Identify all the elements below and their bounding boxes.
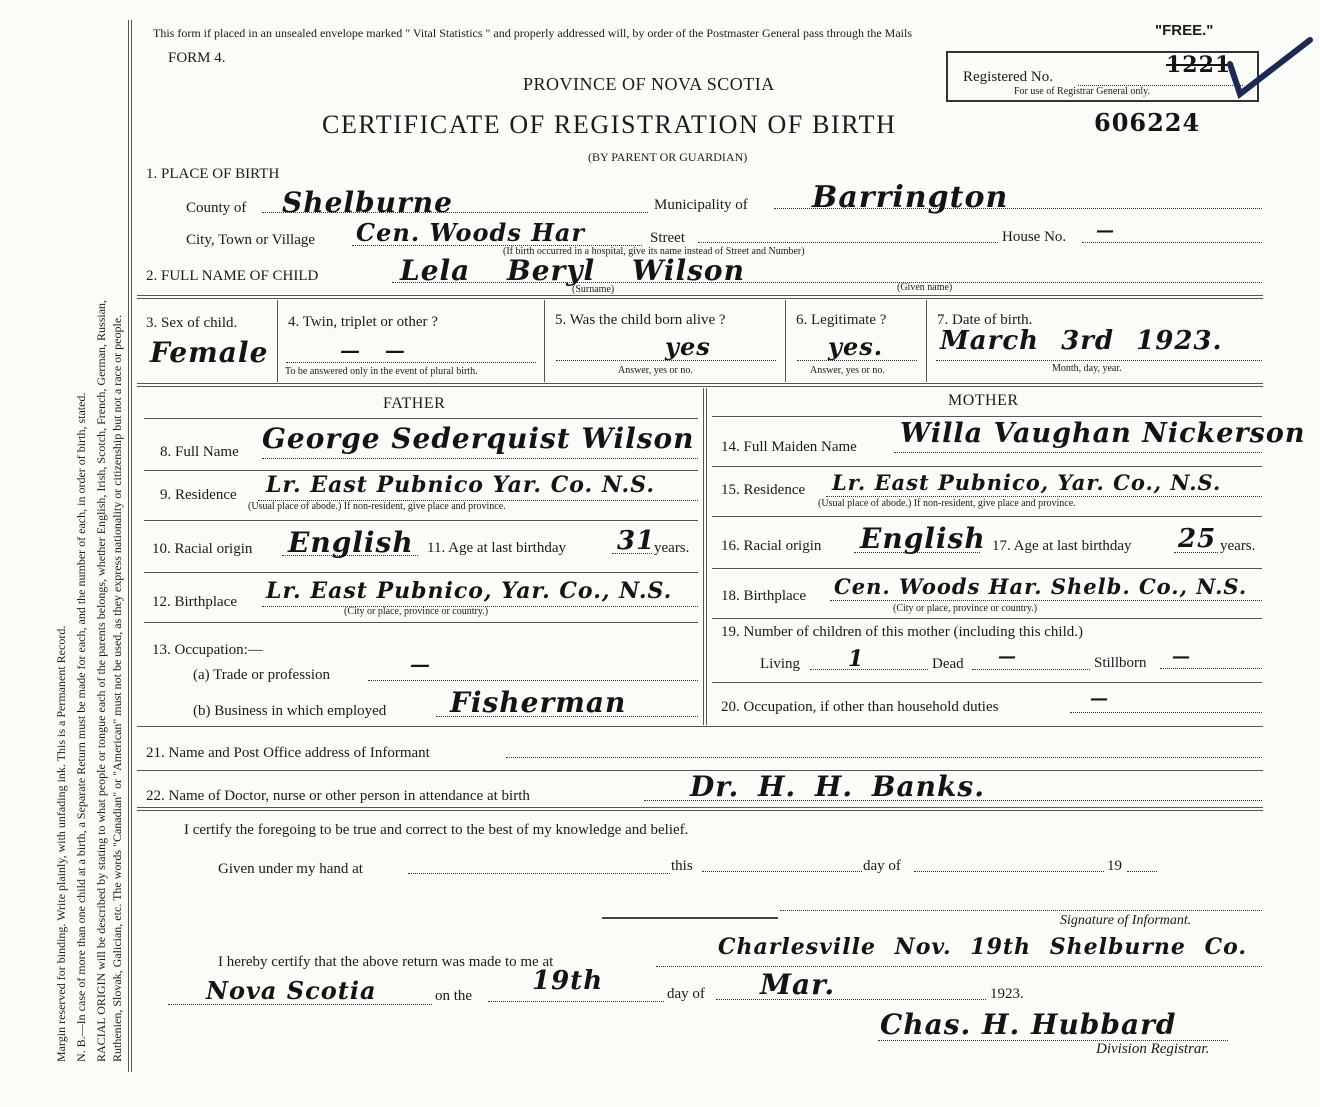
division-registrar-label: Division Registrar. bbox=[1096, 1041, 1210, 1057]
section-rule bbox=[137, 295, 1263, 299]
this-label: this bbox=[671, 858, 693, 874]
living-value: 1 bbox=[848, 646, 865, 672]
province-heading: PROVINCE OF NOVA SCOTIA bbox=[523, 74, 775, 94]
father-age-value: 31 bbox=[617, 526, 656, 556]
father-residence-value: Lr. East Pubnico Yar. Co. N.S. bbox=[266, 472, 655, 498]
mother-racial-label: 16. Racial origin bbox=[721, 538, 822, 554]
father-racial-value: English bbox=[288, 526, 414, 559]
house-value: — bbox=[1096, 220, 1115, 241]
father-heading: FATHER bbox=[383, 395, 446, 412]
given-name-note: (Given name) bbox=[897, 282, 953, 293]
section-rule bbox=[137, 383, 1263, 387]
certificate-subtitle: (BY PARENT OR GUARDIAN) bbox=[588, 150, 748, 164]
mother-birthplace-value: Cen. Woods Har. Shelb. Co., N.S. bbox=[834, 574, 1248, 599]
dob-note: Month, day, year. bbox=[1052, 363, 1122, 374]
margin-note-racial-origin: RACIAL ORIGIN will be described by stating to what people or tongue each of the parents belongs, whether English, Irish, Scotch, French, German, Russian, bbox=[94, 299, 108, 1062]
registered-label: Registered No. bbox=[963, 69, 1053, 85]
registrar-day-of-label: day of bbox=[667, 986, 705, 1002]
county-label: County of bbox=[186, 200, 247, 216]
section-rule bbox=[137, 807, 1263, 811]
year-prefix: 19 bbox=[1107, 858, 1122, 874]
dead-label: Dead bbox=[932, 656, 964, 672]
on-the-label: on the bbox=[435, 988, 473, 1004]
given-label: Given under my hand at bbox=[218, 861, 363, 877]
registrar-day: 19th bbox=[532, 966, 604, 996]
registrar-month: Mar. bbox=[760, 968, 836, 1001]
mother-years: years. bbox=[1220, 538, 1256, 554]
alive-value: yes bbox=[665, 332, 711, 361]
city-value: Cen. Woods Har bbox=[356, 218, 586, 247]
mother-racial-value: English bbox=[860, 522, 986, 555]
county-value: Shelburne bbox=[282, 186, 453, 219]
registered-number: 1221 bbox=[1166, 52, 1232, 78]
street-label: Street bbox=[650, 230, 685, 246]
twin-value: — — bbox=[340, 338, 406, 362]
postal-notice: This form if placed in an unsealed envelope marked " Vital Statistics " and properly addressed will, by order of the Postmaster General pass through the Mails bbox=[153, 26, 912, 40]
margin-rule bbox=[128, 20, 132, 1072]
surname-note: (Surname) bbox=[572, 284, 615, 295]
mother-city-note: (City or place, province or country.) bbox=[893, 603, 1038, 614]
dob-value: March 3rd 1923. bbox=[940, 326, 1223, 356]
mother-age-label: 17. Age at last birthday bbox=[992, 538, 1132, 554]
hospital-note: (If birth occurred in a hospital, give its name instead of Street and Number) bbox=[503, 246, 805, 257]
margin-note-plural-birth: N. B.—In case of more than one child at a birth, a Separate Return must be made for each, and the number of each, in order of birth, stated. bbox=[74, 392, 88, 1062]
stillborn-label: Stillborn bbox=[1094, 655, 1147, 671]
informant-label: 21. Name and Post Office address of Informant bbox=[146, 745, 430, 761]
dob-label: 7. Date of birth. bbox=[937, 312, 1033, 328]
father-age-label: 11. Age at last birthday bbox=[427, 540, 566, 556]
mother-occupation-value: — bbox=[1090, 688, 1109, 709]
child-name-label: 2. FULL NAME OF CHILD bbox=[146, 268, 319, 284]
margin-note-nationality: Ruthenien, Slovak, Galician, etc. The words "Canadian" or "American" must not be used, as they express nationality or citizenship but not a race or people. bbox=[110, 314, 124, 1062]
legitimate-note: Answer, yes or no. bbox=[810, 365, 885, 376]
business-value: Fisherman bbox=[450, 686, 627, 719]
mother-residence-label: 15. Residence bbox=[721, 482, 806, 498]
registrar-province: Nova Scotia bbox=[206, 976, 377, 1005]
informant-signature-label: Signature of Informant. bbox=[1060, 913, 1192, 928]
child-name-value: Lela Beryl Wilson bbox=[400, 254, 745, 287]
father-birthplace-label: 12. Birthplace bbox=[152, 594, 237, 610]
father-racial-label: 10. Racial origin bbox=[152, 541, 253, 557]
form-number: FORM 4. bbox=[168, 50, 226, 66]
municipality-value: Barrington bbox=[812, 180, 1009, 215]
occupation-label: 13. Occupation:— bbox=[152, 642, 263, 658]
father-years: years. bbox=[654, 540, 690, 556]
certificate-title: CERTIFICATE OF REGISTRATION OF BIRTH bbox=[322, 110, 897, 139]
registrar-note: For use of Registrar General only. bbox=[1014, 86, 1150, 97]
alive-note: Answer, yes or no. bbox=[618, 365, 693, 376]
place-of-birth-label: 1. PLACE OF BIRTH bbox=[146, 166, 280, 182]
father-residence-label: 9. Residence bbox=[160, 487, 237, 503]
mother-residence-value: Lr. East Pubnico, Yar. Co., N.S. bbox=[832, 470, 1222, 495]
father-name-value: George Sederquist Wilson bbox=[262, 422, 695, 455]
sex-value: Female bbox=[150, 336, 269, 369]
doctor-value: Dr. H. H. Banks. bbox=[690, 770, 985, 803]
sex-label: 3. Sex of child. bbox=[146, 315, 238, 331]
mother-heading: MOTHER bbox=[948, 392, 1019, 409]
legitimate-value: yes. bbox=[828, 332, 884, 361]
father-birthplace-value: Lr. East Pubnico, Yar. Co., N.S. bbox=[266, 578, 673, 604]
day-of-label: day of bbox=[863, 858, 901, 874]
mother-occupation-label: 20. Occupation, if other than household duties bbox=[721, 699, 999, 715]
father-city-note: (City or place, province or country.) bbox=[344, 606, 489, 617]
city-label: City, Town or Village bbox=[186, 232, 316, 248]
registrar-year: 1923. bbox=[990, 986, 1024, 1002]
certify-statement: I certify the foregoing to be true and correct to the best of my knowledge and belief. bbox=[184, 822, 689, 838]
check-mark-icon bbox=[1226, 36, 1316, 100]
dead-value: — bbox=[998, 646, 1017, 667]
legitimate-label: 6. Legitimate ? bbox=[796, 312, 887, 328]
father-abode-note: (Usual place of abode.) If non-resident, give place and province. bbox=[248, 501, 506, 512]
twin-label: 4. Twin, triplet or other ? bbox=[288, 314, 438, 330]
mother-birthplace-label: 18. Birthplace bbox=[721, 588, 806, 604]
trade-label: (a) Trade or profession bbox=[193, 667, 331, 683]
mother-abode-note: (Usual place of abode.) If non-resident, give place and province. bbox=[818, 498, 1076, 509]
registrar-place: Charlesville Nov. 19th Shelburne Co. bbox=[718, 934, 1248, 960]
mother-name-label: 14. Full Maiden Name bbox=[721, 439, 857, 455]
mother-name-value: Willa Vaughan Nickerson bbox=[900, 418, 1306, 449]
municipality-label: Municipality of bbox=[654, 197, 748, 213]
twin-note: To be answered only in the event of plural birth. bbox=[285, 366, 478, 377]
alive-label: 5. Was the child born alive ? bbox=[555, 312, 726, 328]
stillborn-value: — bbox=[1172, 646, 1191, 667]
postal-free: "FREE." bbox=[1155, 22, 1214, 39]
margin-note-binding: Margin reserved for binding. Write plainly, with unfading ink. This is a Permanent Record. bbox=[54, 625, 68, 1062]
registrar-statement: I hereby certify that the above return was made to me at bbox=[218, 954, 554, 970]
column-divider bbox=[703, 388, 707, 725]
trade-value: — bbox=[410, 652, 431, 676]
children-label: 19. Number of children of this mother (including this child.) bbox=[721, 624, 1084, 640]
living-label: Living bbox=[760, 656, 800, 672]
father-name-label: 8. Full Name bbox=[160, 444, 239, 460]
business-label: (b) Business in which employed bbox=[193, 703, 387, 719]
certificate-number: 606224 bbox=[1094, 108, 1201, 137]
house-label: House No. bbox=[1002, 229, 1067, 245]
mother-age-value: 25 bbox=[1178, 524, 1217, 554]
doctor-label: 22. Name of Doctor, nurse or other person in attendance at birth bbox=[146, 788, 530, 804]
registrar-signature: Chas. H. Hubbard bbox=[880, 1008, 1177, 1041]
